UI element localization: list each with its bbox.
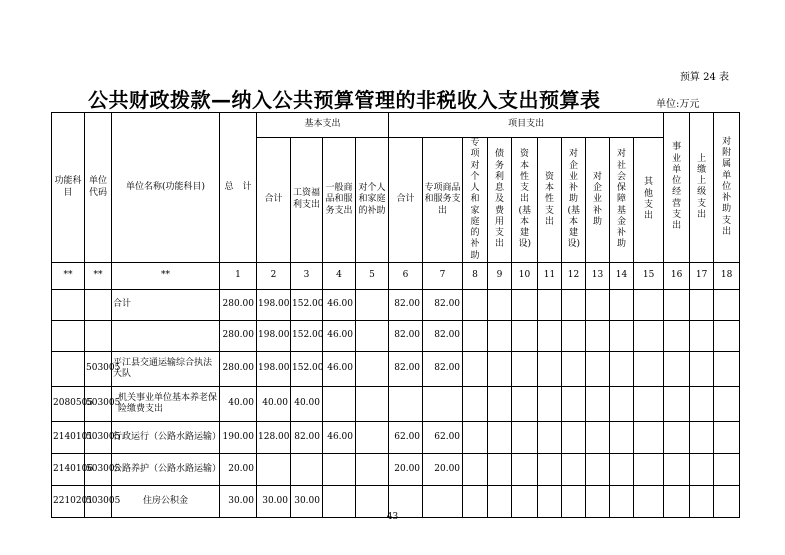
index-cell: 4 [323,263,356,290]
header-special-personal: 专项对个人和家庭的补助 [463,138,488,263]
basic-total-cell: 30.00 [257,486,291,518]
budget-table [51,112,740,518]
empty-cell [586,387,610,422]
empty-cell [463,387,488,422]
basic-total-cell [257,454,291,486]
unit-name-cell: 机关事业单位基本养老保险缴费支出 [112,387,220,422]
table-row [52,321,740,352]
page-number: 43 [386,512,399,522]
empty-cell [714,387,740,422]
page-title: 公共财政拨款—纳入公共预算管理的非税收入支出预算表 [88,88,601,112]
index-row [52,263,740,290]
index-cell: 15 [634,263,664,290]
index-cell: 8 [463,263,488,290]
empty-cell [610,422,634,454]
empty-cell [512,422,538,454]
table-row [52,290,740,321]
empty-cell [463,290,488,321]
empty-cell [356,454,389,486]
header-other: 其他支出 [634,138,664,263]
empty-cell [664,422,690,454]
empty-cell [634,321,664,352]
empty-cell [538,387,562,422]
basic-total-cell: 198.00 [257,290,291,321]
empty-cell [690,454,714,486]
unit-code-cell: 503005 [85,352,112,387]
func-code-cell [52,321,85,352]
func-code-cell: 2210201 [52,486,85,518]
unit-name-cell: 住房公积金 [112,486,220,518]
empty-cell [610,321,634,352]
index-cell: 10 [512,263,538,290]
empty-cell [664,387,690,422]
empty-cell [512,290,538,321]
special-goods-cell [423,387,463,422]
total-cell: 30.00 [220,486,257,518]
salary-cell: 30.00 [291,486,323,518]
special-goods-cell: 82.00 [423,321,463,352]
empty-cell [610,454,634,486]
index-cell: 12 [562,263,586,290]
index-cell: 18 [714,263,740,290]
empty-cell [488,422,512,454]
index-cell: 2 [257,263,291,290]
empty-cell [562,352,586,387]
func-code-cell: 2140101 [52,422,85,454]
empty-cell [690,290,714,321]
header-func-code: 功能科目 [52,113,85,263]
empty-cell [512,352,538,387]
total-cell: 190.00 [220,422,257,454]
empty-cell [586,352,610,387]
salary-cell [291,454,323,486]
project-total-cell: 82.00 [389,290,423,321]
index-cell: 11 [538,263,562,290]
header-goods: 一般商品和服务支出 [323,138,356,263]
empty-cell [634,387,664,422]
empty-cell [664,454,690,486]
empty-cell [714,352,740,387]
header-capital: 资本性支出 [538,138,562,263]
empty-cell [512,321,538,352]
header-basic-group: 基本支出 [257,113,389,138]
unit-name-cell: 平江县交通运输综合执法大队 [112,352,220,387]
func-code-cell: 2080505 [52,387,85,422]
empty-cell [562,454,586,486]
index-cell: 17 [690,263,714,290]
empty-cell [634,352,664,387]
empty-cell [610,387,634,422]
empty-cell [356,422,389,454]
header-special-goods: 专项商品和服务支出 [423,138,463,263]
empty-cell [664,352,690,387]
salary-cell: 152.00 [291,321,323,352]
index-cell: 16 [664,263,690,290]
table-row [52,387,740,422]
goods-cell: 46.00 [323,290,356,321]
func-code-cell: 2140106 [52,454,85,486]
salary-cell: 40.00 [291,387,323,422]
header-personal: 对个人和家庭的补助 [356,138,389,263]
index-cell: ** [52,263,85,290]
empty-cell [488,387,512,422]
special-goods-cell: 82.00 [423,290,463,321]
basic-total-cell: 128.00 [257,422,291,454]
empty-cell [610,290,634,321]
empty-cell [538,454,562,486]
unit-code-cell [85,321,112,352]
empty-cell [538,321,562,352]
index-cell: 3 [291,263,323,290]
total-cell: 280.00 [220,290,257,321]
func-code-cell [52,352,85,387]
empty-cell [488,321,512,352]
project-total-cell: 20.00 [389,454,423,486]
empty-cell [356,290,389,321]
unit-label: 单位:万元 [656,99,700,110]
basic-total-cell: 198.00 [257,352,291,387]
header-unit-code: 单位代码 [85,113,112,263]
index-cell: 7 [423,263,463,290]
header-project-group: 项目支出 [389,113,664,138]
empty-cell [356,387,389,422]
goods-cell: 46.00 [323,352,356,387]
empty-cell [634,422,664,454]
goods-cell: 46.00 [323,422,356,454]
unit-code-cell: 503005 [85,454,112,486]
special-goods-cell: 82.00 [423,352,463,387]
unit-code-cell: 503005 [85,422,112,454]
func-code-cell [52,290,85,321]
table-row [52,352,740,387]
header-project-total: 合计 [389,138,423,263]
total-cell: 20.00 [220,454,257,486]
empty-cell [488,454,512,486]
empty-cell [463,422,488,454]
goods-cell: 46.00 [323,321,356,352]
unit-code-cell: 503005 [85,486,112,518]
empty-cell [690,422,714,454]
project-total-cell: 62.00 [389,422,423,454]
salary-cell: 152.00 [291,290,323,321]
index-cell: ** [112,263,220,290]
empty-cell [664,321,690,352]
empty-cell [610,352,634,387]
empty-cell [714,454,740,486]
header-enterprise: 对企业补助 [586,138,610,263]
project-total-cell [389,387,423,422]
index-cell: 6 [389,263,423,290]
unit-name-cell: 合计 [112,290,220,321]
header-institution: 事业单位经营支出 [664,113,690,263]
unit-name-cell: 行政运行（公路水路运输） [112,422,220,454]
empty-cell [634,454,664,486]
header-affiliate: 对附属单位补助支出 [714,113,740,263]
total-cell: 280.00 [220,321,257,352]
header-total: 总 计 [220,113,257,263]
empty-cell [634,290,664,321]
basic-total-cell: 198.00 [257,321,291,352]
empty-cell [488,352,512,387]
empty-cell [512,454,538,486]
empty-cell [463,454,488,486]
unit-code-cell [85,290,112,321]
index-cell: 14 [610,263,634,290]
total-cell: 40.00 [220,387,257,422]
table-row [52,422,740,454]
project-total-cell: 82.00 [389,352,423,387]
empty-cell [586,422,610,454]
unit-name-cell [112,321,220,352]
empty-cell [538,352,562,387]
empty-cell [690,321,714,352]
empty-cell [690,387,714,422]
salary-cell: 82.00 [291,422,323,454]
table-number-label: 预算 24 表 [679,72,729,83]
empty-cell [356,352,389,387]
empty-cell [664,290,690,321]
empty-cell [538,290,562,321]
goods-cell [323,454,356,486]
basic-total-cell: 40.00 [257,387,291,422]
empty-cell [562,387,586,422]
header-higher: 上缴上级支出 [690,113,714,263]
empty-cell [356,321,389,352]
empty-cell [586,321,610,352]
empty-cell [714,422,740,454]
header-debt: 债务利息及费用支出 [488,138,512,263]
empty-cell [714,321,740,352]
header-social-fund: 对社会保障基金补助 [610,138,634,263]
index-cell: ** [85,263,112,290]
project-total-cell: 82.00 [389,321,423,352]
header-unit-name: 单位名称(功能科目) [112,113,220,263]
empty-cell [488,290,512,321]
empty-cell [538,422,562,454]
total-cell: 280.00 [220,352,257,387]
empty-cell [714,290,740,321]
empty-cell [463,352,488,387]
table-row [52,454,740,486]
index-cell: 9 [488,263,512,290]
empty-cell [463,321,488,352]
index-cell: 13 [586,263,610,290]
empty-cell [586,290,610,321]
unit-code-cell: 503005 [85,387,112,422]
empty-cell [562,422,586,454]
unit-name-cell: 公路养护（公路水路运输） [112,454,220,486]
header-enterprise-basic: 对企业补助(基本建设) [562,138,586,263]
empty-cell [562,321,586,352]
salary-cell: 152.00 [291,352,323,387]
header-salary: 工资福利支出 [291,138,323,263]
empty-cell [562,290,586,321]
special-goods-cell: 62.00 [423,422,463,454]
goods-cell [323,387,356,422]
index-cell: 5 [356,263,389,290]
empty-cell [586,454,610,486]
empty-cell [512,387,538,422]
index-cell: 1 [220,263,257,290]
header-basic-total: 合计 [257,138,291,263]
header-capital-basic: 资本性支出(基本建设) [512,138,538,263]
special-goods-cell: 20.00 [423,454,463,486]
empty-cell [690,352,714,387]
